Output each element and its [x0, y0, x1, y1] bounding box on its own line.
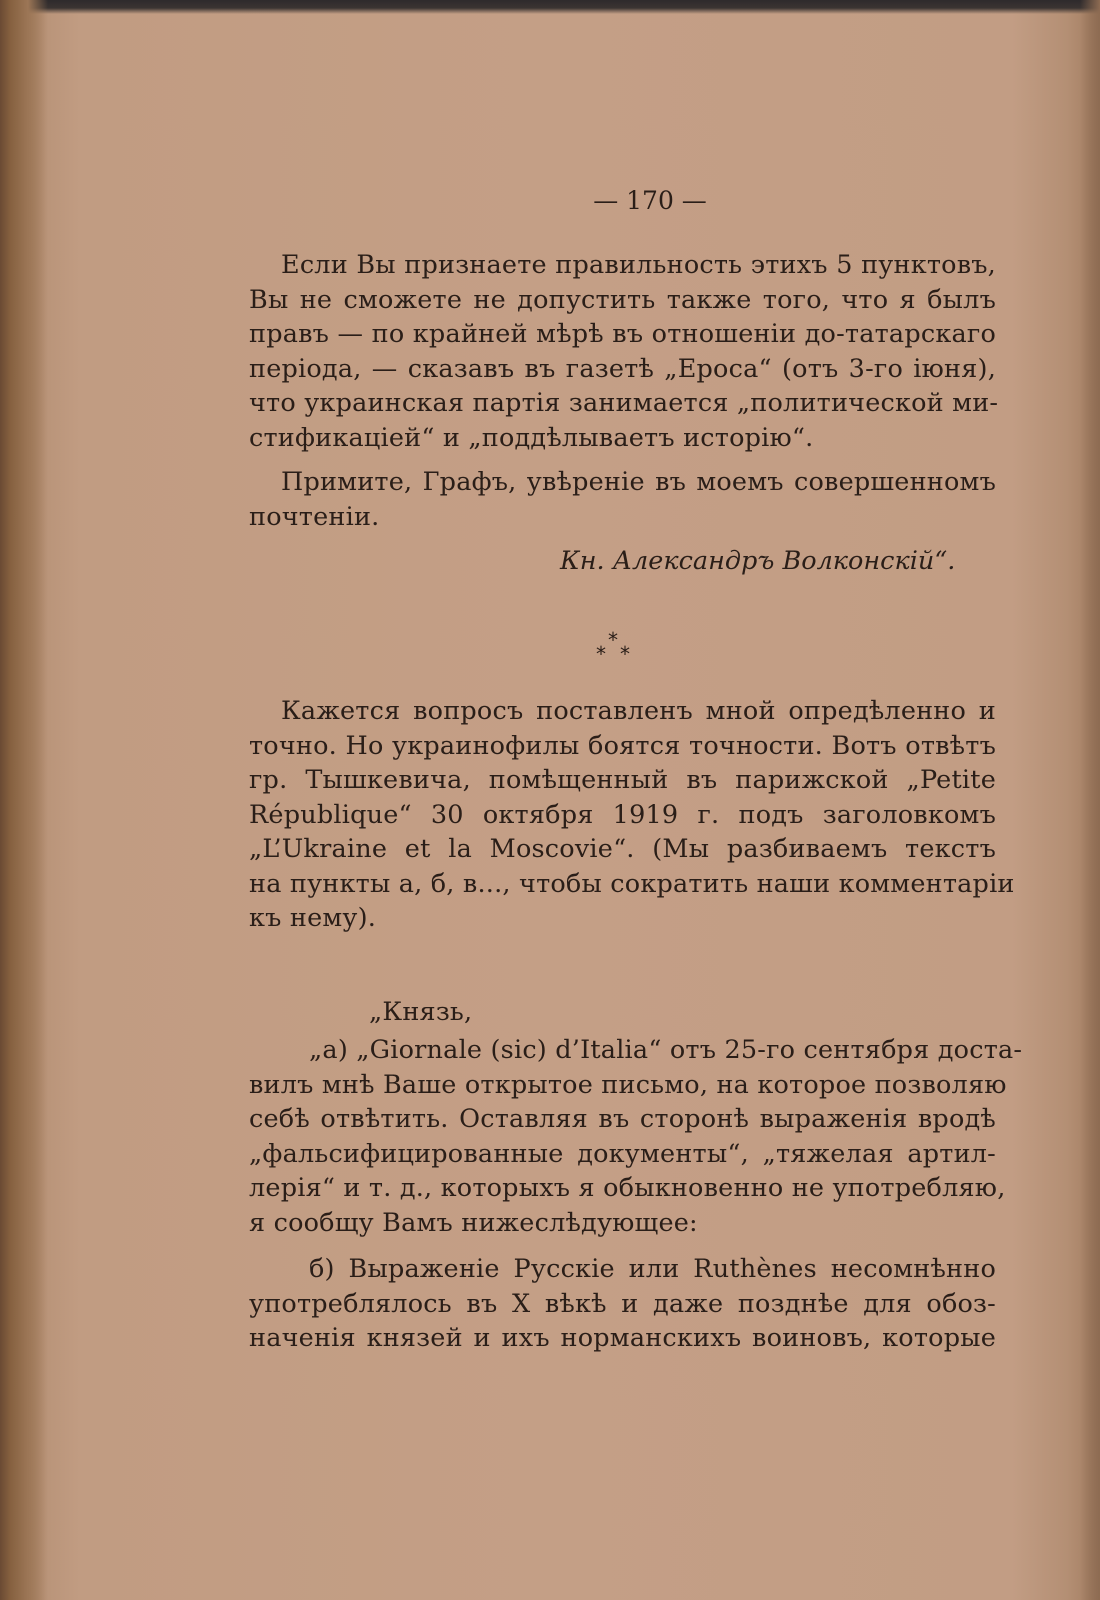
text-line: наченiя князей и ихъ норманскихъ воиновъ, которые: [249, 1323, 996, 1353]
paragraph-question: [249, 694, 1015, 936]
text-line: правъ — по крайней мѣрѣ въ отношенiи до-татарскаго: [249, 319, 996, 349]
text-line: что украинская партiя занимается „политической ми-: [249, 388, 999, 418]
page-top-edge: [0, 0, 1100, 14]
text-line: почтенiи.: [249, 501, 380, 532]
page-number: — 170 —: [593, 186, 707, 215]
text-line: Примите, Графъ, увѣренiе въ моемъ совершенномъ: [281, 467, 996, 497]
page-right-edge: [1080, 0, 1100, 1600]
text-line: на пункты а, б, в..., чтобы сократить наши комментарiи: [249, 868, 1015, 899]
text-line: „L’Ukraine et la Moscovie“. (Мы разбиваемъ текстъ: [249, 834, 996, 864]
paragraph-a: [249, 1033, 1023, 1240]
text-line: „а) „Giornale (sic) d’Italia“ отъ 25-го сентября доста-: [309, 1035, 1023, 1065]
text-line: стификацiей“ и „поддѣлываетъ исторiю“.: [249, 422, 814, 453]
paragraph-b: [249, 1252, 996, 1356]
text-line: „фальсифицированные документы“, „тяжелая артил-: [249, 1138, 996, 1169]
text-line: вилъ мнѣ Ваше открытое письмо, на которое позволяю: [249, 1069, 1007, 1100]
text-line: гр. Тышкевича, помѣщенный въ парижской „Petite: [249, 765, 996, 795]
text-line: Кажется вопросъ поставленъ мной опредѣленно и: [281, 696, 996, 726]
text-line: перiода, — сказавъ въ газетѣ „Ероса“ (отъ 3-го iюня),: [249, 353, 996, 384]
text-line: употреблялось въ X вѣкѣ и даже позднѣе для обоз-: [249, 1288, 996, 1319]
asterisk-top: *: [608, 628, 618, 652]
paragraph-conclusion: [249, 248, 999, 455]
asterisk-left: *: [596, 642, 606, 666]
text-line: къ нему).: [249, 903, 377, 933]
page-binding-edge: [0, 0, 48, 1600]
text-line: République“ 30 октября 1919 г. подъ заголовкомъ: [249, 799, 996, 830]
text-line: „Князь,: [369, 997, 473, 1027]
text-line: б) Выраженiе Русскiе или Ruthènes несомнѣнно: [309, 1254, 996, 1284]
text-line: себѣ отвѣтить. Оставляя въ сторонѣ выраженiя вродѣ: [249, 1104, 996, 1134]
text-line: Вы не сможете не допустить также того, что я былъ: [249, 284, 996, 315]
text-line: я сообщу Вамъ нижеслѣдующее:: [249, 1207, 698, 1238]
text-line: лерiя“ и т. д., которыхъ я обыкновенно не употребляю,: [249, 1173, 1006, 1203]
text-line: точно. Но украинофилы боятся точности. Вотъ отвѣтъ: [249, 730, 996, 761]
paragraph-closing: [249, 465, 996, 534]
asterisk-right: *: [620, 642, 630, 666]
asterism-separator: [596, 628, 636, 672]
signature: Кн. Александръ Волконскiй“.: [560, 546, 956, 576]
letter-greeting: [249, 995, 996, 1030]
text-line: Если Вы признаете правильность этихъ 5 пунктовъ,: [281, 250, 996, 280]
